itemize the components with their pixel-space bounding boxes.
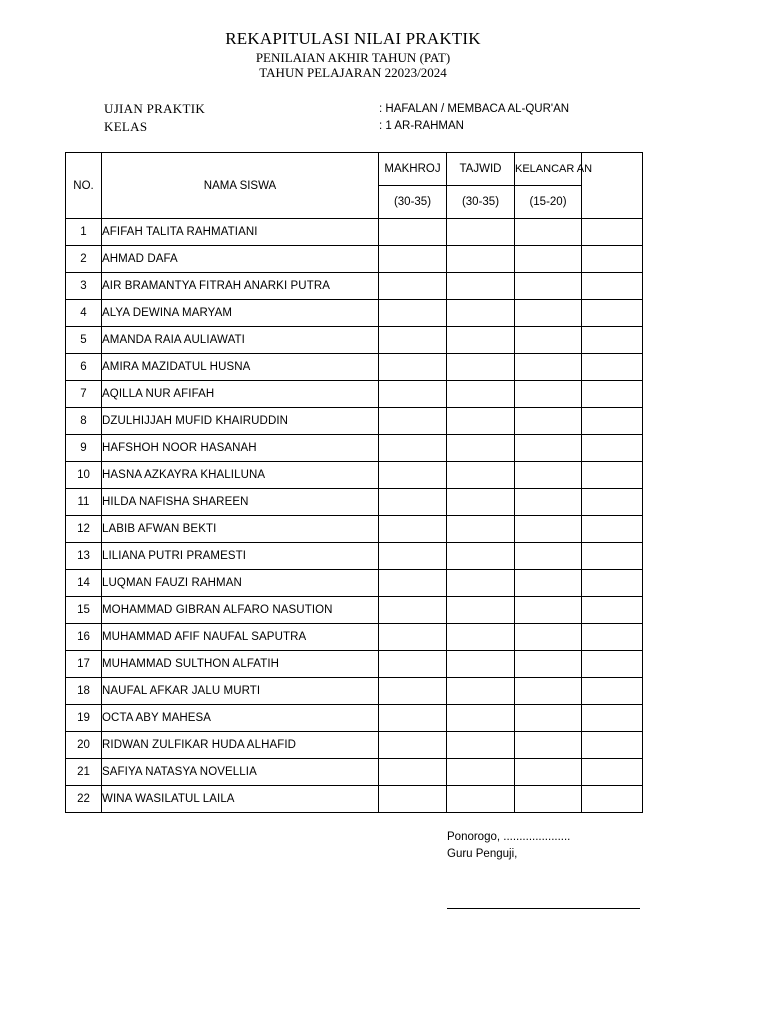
score-makhroj-cell: [379, 624, 447, 651]
table-row: [66, 327, 643, 354]
extra-cell: [582, 408, 643, 435]
score-kelancaran-cell: [515, 624, 582, 651]
header-name: NAMA SISWA: [102, 153, 379, 219]
score-tajwid-cell: [447, 678, 515, 705]
student-name: HASNA AZKAYRA KHALILUNA: [102, 462, 379, 489]
row-number: 7: [66, 381, 102, 408]
score-makhroj-cell: [379, 678, 447, 705]
row-number: 11: [66, 489, 102, 516]
student-name: AFIFAH TALITA RAHMATIANI: [102, 219, 379, 246]
extra-cell: [582, 273, 643, 300]
score-tajwid-cell: [447, 273, 515, 300]
extra-cell: [582, 246, 643, 273]
header-kelancaran: KELANCAR AN: [515, 153, 582, 186]
table-row: [66, 516, 643, 543]
extra-cell: [582, 624, 643, 651]
extra-cell: [582, 354, 643, 381]
row-number: 5: [66, 327, 102, 354]
student-name: AIR BRAMANTYA FITRAH ANARKI PUTRA: [102, 273, 379, 300]
score-makhroj-cell: [379, 732, 447, 759]
table-row: [66, 624, 643, 651]
score-kelancaran-cell: [515, 759, 582, 786]
score-kelancaran-cell: [515, 462, 582, 489]
score-tajwid-cell: [447, 300, 515, 327]
student-name: LABIB AFWAN BEKTI: [102, 516, 379, 543]
score-kelancaran-cell: [515, 543, 582, 570]
score-makhroj-cell: [379, 327, 447, 354]
score-kelancaran-cell: [515, 354, 582, 381]
student-name: ALYA DEWINA MARYAM: [102, 300, 379, 327]
student-name: MOHAMMAD GIBRAN ALFARO NASUTION: [102, 597, 379, 624]
extra-cell: [582, 462, 643, 489]
row-number: 6: [66, 354, 102, 381]
student-name: HILDA NAFISHA SHAREEN: [102, 489, 379, 516]
score-tajwid-cell: [447, 381, 515, 408]
table-row: [66, 273, 643, 300]
student-name: RIDWAN ZULFIKAR HUDA ALHAFID: [102, 732, 379, 759]
score-makhroj-cell: [379, 570, 447, 597]
table-row: [66, 570, 643, 597]
extra-cell: [582, 489, 643, 516]
exam-value: : HAFALAN / MEMBACA AL-QUR'AN: [379, 103, 570, 115]
score-makhroj-cell: [379, 516, 447, 543]
table-row: [66, 705, 643, 732]
document-title: REKAPITULASI NILAI PRAKTIK: [225, 29, 481, 48]
recap-table: [65, 152, 643, 813]
score-tajwid-cell: [447, 651, 515, 678]
score-tajwid-cell: [447, 516, 515, 543]
student-name: WINA WASILATUL LAILA: [102, 786, 379, 813]
score-makhroj-cell: [379, 543, 447, 570]
extra-cell: [582, 435, 643, 462]
student-name: AQILLA NUR AFIFAH: [102, 381, 379, 408]
score-tajwid-cell: [447, 327, 515, 354]
table-row: [66, 408, 643, 435]
table-row: [66, 435, 643, 462]
score-kelancaran-cell: [515, 651, 582, 678]
table-row: [66, 786, 643, 813]
student-name: SAFIYA NATASYA NOVELLIA: [102, 759, 379, 786]
header-makhroj-range: (30-35): [379, 186, 447, 219]
row-number: 12: [66, 516, 102, 543]
exam-label: UJIAN PRAKTIK: [104, 101, 206, 116]
extra-cell: [582, 381, 643, 408]
table-row: [66, 300, 643, 327]
table-row: [66, 597, 643, 624]
student-name: HAFSHOH NOOR HASANAH: [102, 435, 379, 462]
score-tajwid-cell: [447, 489, 515, 516]
score-tajwid-cell: [447, 408, 515, 435]
extra-cell: [582, 759, 643, 786]
row-number: 14: [66, 570, 102, 597]
student-name: AMANDA RAIA AULIAWATI: [102, 327, 379, 354]
score-tajwid-cell: [447, 597, 515, 624]
class-label: KELAS: [104, 119, 148, 134]
row-number: 17: [66, 651, 102, 678]
score-kelancaran-cell: [515, 678, 582, 705]
score-kelancaran-cell: [515, 381, 582, 408]
score-kelancaran-cell: [515, 408, 582, 435]
row-number: 4: [66, 300, 102, 327]
document-header: [103, 28, 603, 80]
student-name: MUHAMMAD SULTHON ALFATIH: [102, 651, 379, 678]
score-tajwid-cell: [447, 705, 515, 732]
row-number: 10: [66, 462, 102, 489]
extra-cell: [582, 786, 643, 813]
table-row: [66, 219, 643, 246]
student-name: DZULHIJJAH MUFID KHAIRUDDIN: [102, 408, 379, 435]
extra-cell: [582, 597, 643, 624]
row-number: 13: [66, 543, 102, 570]
extra-cell: [582, 543, 643, 570]
row-number: 3: [66, 273, 102, 300]
score-makhroj-cell: [379, 354, 447, 381]
score-makhroj-cell: [379, 273, 447, 300]
score-kelancaran-cell: [515, 705, 582, 732]
extra-cell: [582, 219, 643, 246]
score-tajwid-cell: [447, 435, 515, 462]
row-number: 1: [66, 219, 102, 246]
header-tajwid: TAJWID: [447, 153, 515, 186]
score-kelancaran-cell: [515, 516, 582, 543]
table-row: [66, 489, 643, 516]
class-value: : 1 AR-RAHMAN: [379, 120, 464, 132]
row-number: 22: [66, 786, 102, 813]
extra-cell: [582, 516, 643, 543]
row-number: 16: [66, 624, 102, 651]
extra-cell: [582, 570, 643, 597]
table-row: [66, 354, 643, 381]
header-makhroj: MAKHROJ: [379, 153, 447, 186]
table-row: [66, 678, 643, 705]
score-kelancaran-cell: [515, 786, 582, 813]
extra-cell: [582, 651, 643, 678]
score-makhroj-cell: [379, 246, 447, 273]
score-makhroj-cell: [379, 408, 447, 435]
table-row: [66, 381, 643, 408]
row-number: 18: [66, 678, 102, 705]
score-kelancaran-cell: [515, 570, 582, 597]
place-date: Ponorogo, .....................: [447, 831, 571, 843]
document-subtitle-pat: PENILAIAN AKHIR TAHUN (PAT): [255, 50, 451, 65]
extra-cell: [582, 732, 643, 759]
header-kelancaran-range: (15-20): [515, 186, 582, 219]
header-no: NO.: [66, 153, 102, 219]
score-tajwid-cell: [447, 543, 515, 570]
extra-cell: [582, 678, 643, 705]
student-name: AMIRA MAZIDATUL HUSNA: [102, 354, 379, 381]
table-row: [66, 543, 643, 570]
extra-cell: [582, 327, 643, 354]
score-makhroj-cell: [379, 462, 447, 489]
score-kelancaran-cell: [515, 273, 582, 300]
extra-cell: [582, 705, 643, 732]
score-makhroj-cell: [379, 435, 447, 462]
score-kelancaran-cell: [515, 300, 582, 327]
score-makhroj-cell: [379, 705, 447, 732]
score-kelancaran-cell: [515, 246, 582, 273]
score-makhroj-cell: [379, 489, 447, 516]
score-makhroj-cell: [379, 651, 447, 678]
score-tajwid-cell: [447, 462, 515, 489]
score-makhroj-cell: [379, 786, 447, 813]
score-tajwid-cell: [447, 624, 515, 651]
row-number: 9: [66, 435, 102, 462]
signature-line: [447, 908, 640, 909]
header-tajwid-range: (30-35): [447, 186, 515, 219]
score-makhroj-cell: [379, 597, 447, 624]
score-makhroj-cell: [379, 219, 447, 246]
score-tajwid-cell: [447, 786, 515, 813]
score-makhroj-cell: [379, 300, 447, 327]
score-makhroj-cell: [379, 759, 447, 786]
score-kelancaran-cell: [515, 597, 582, 624]
table-row: [66, 246, 643, 273]
score-tajwid-cell: [447, 570, 515, 597]
student-name: MUHAMMAD AFIF NAUFAL SAPUTRA: [102, 624, 379, 651]
row-number: 2: [66, 246, 102, 273]
extra-cell: [582, 300, 643, 327]
score-tajwid-cell: [447, 759, 515, 786]
student-name: NAUFAL AFKAR JALU MURTI: [102, 678, 379, 705]
table-row: [66, 651, 643, 678]
score-tajwid-cell: [447, 219, 515, 246]
table-body: [66, 219, 643, 813]
table-row: [66, 462, 643, 489]
row-number: 8: [66, 408, 102, 435]
row-number: 15: [66, 597, 102, 624]
score-kelancaran-cell: [515, 435, 582, 462]
row-number: 21: [66, 759, 102, 786]
table-row: [66, 759, 643, 786]
score-kelancaran-cell: [515, 327, 582, 354]
score-tajwid-cell: [447, 732, 515, 759]
student-name: AHMAD DAFA: [102, 246, 379, 273]
table-row: [66, 732, 643, 759]
score-kelancaran-cell: [515, 219, 582, 246]
table-header-row: [66, 153, 643, 186]
student-name: LUQMAN FAUZI RAHMAN: [102, 570, 379, 597]
score-kelancaran-cell: [515, 732, 582, 759]
student-name: LILIANA PUTRI PRAMESTI: [102, 543, 379, 570]
row-number: 20: [66, 732, 102, 759]
score-kelancaran-cell: [515, 489, 582, 516]
score-tajwid-cell: [447, 354, 515, 381]
examiner-role: Guru Penguji,: [447, 848, 518, 860]
student-name: OCTA ABY MAHESA: [102, 705, 379, 732]
score-tajwid-cell: [447, 246, 515, 273]
document-subtitle-year: TAHUN PELAJARAN 22023/2024: [259, 65, 447, 80]
score-makhroj-cell: [379, 381, 447, 408]
row-number: 19: [66, 705, 102, 732]
